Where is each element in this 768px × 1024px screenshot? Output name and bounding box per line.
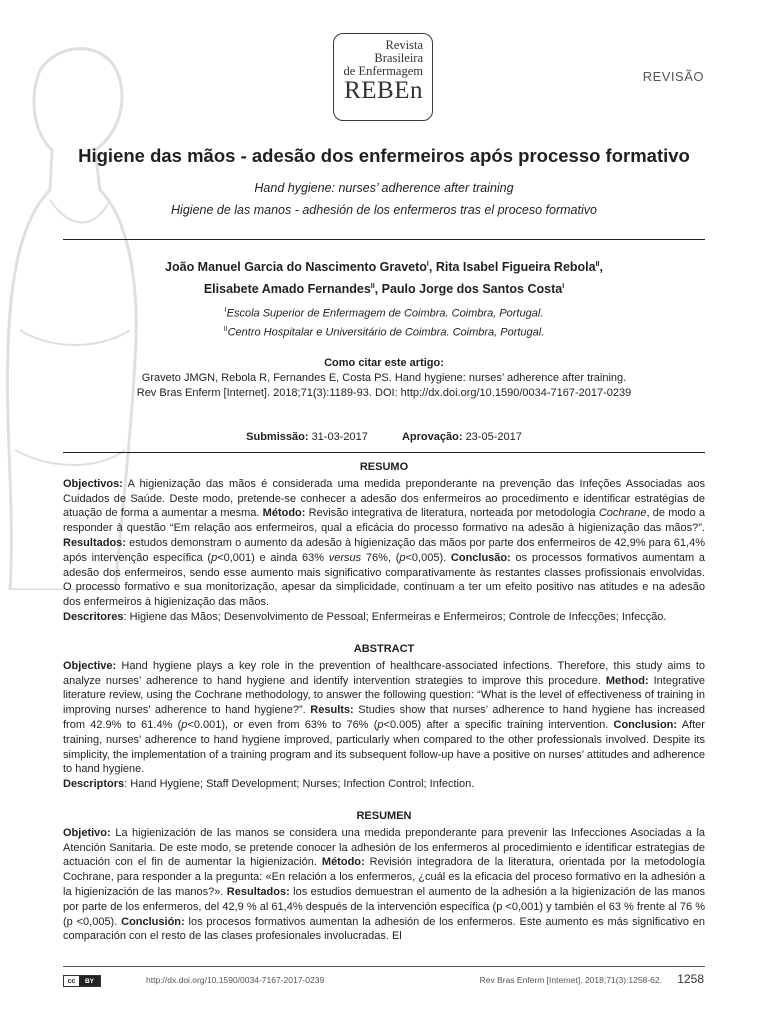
footer-divider [63, 966, 705, 967]
affiliation-2-mark: II [223, 325, 228, 333]
resumo-res-text4: <0,005). [405, 551, 447, 564]
approval-date: 23-05-2017 [465, 431, 522, 443]
dates [0, 431, 768, 443]
subtitle-en: Hand hygiene: nurses’ adherence after training [254, 181, 514, 195]
resumen-section [63, 809, 705, 944]
footer-doi-link[interactable]: http://dx.doi.org/10.1590/0034-7167-2017-0239 [146, 975, 325, 985]
resumen-res-label: Resultados: [226, 885, 290, 898]
affiliation-1-mark: I [224, 307, 227, 314]
resumo-section [63, 460, 705, 625]
resumo-heading: RESUMO [359, 461, 409, 473]
resumo-met-cochrane: Cochrane [598, 507, 647, 520]
citation-heading: Como citar este artigo: [324, 357, 444, 369]
resumo-res-text3: 76%, ( [365, 551, 400, 564]
abstract-heading: ABSTRACT [353, 643, 415, 655]
abstract-met-label: Method: [605, 674, 649, 687]
footer-journal-ref: Rev Bras Enferm [Internet]. 2018;71(3):1258-62. [479, 975, 662, 985]
resumo-desc-label: Descritores [63, 610, 124, 623]
affiliation-1-text: Escola Superior de Enfermagem de Coimbra. Coimbra, Portugal. [226, 307, 544, 320]
affiliation-1 [0, 303, 768, 322]
resumo-res-p2: p [399, 551, 406, 564]
logo-line-1: Revista [385, 38, 423, 52]
citation-line-1: Graveto JMGN, Rebola R, Fernandes E, Costa PS. Hand hygiene: nurses’ adherence after training. [141, 372, 627, 384]
resumo-con-label: Conclusão: [450, 551, 511, 564]
abstract-res-p1: p [181, 718, 188, 731]
resumo-obj-text: A higienização das mãos é considerada uma medida preponderante na prevenção das Infeções Associadas aos Cuidados de Saúde. Deste modo, pretende-se conhecer a adesão dos enfermeiros ao procedimento e identificar estratégias de atuação de forma a aumentar a mesma. [63, 477, 705, 520]
resumo-res-p1: p [211, 551, 218, 564]
abstract-con-text: After training, nurses’ adherence to hand hygiene improved, particularly when compared to the other professionals involved. Despite its simplicity, the implementation of a training program and its subsequent follow-up have a positive on nurses’ attitudes and adherence to hand hygiene. [63, 718, 705, 776]
resumo-con-text: os processos formativos aumentam a adesão dos enfermeiros, sendo esse aumento mais significativo comparativamente às restantes classes profissionais envolvidas. O processo formativo e sua monitorização, apesar da simplicidade, continuam a ter um efeito positivo nas atitudes e na adesão dos enfermeiros à higienização das mãos. [63, 551, 706, 609]
abstract-body [63, 659, 705, 777]
page-footer [0, 966, 768, 1006]
resumo-res-text1: estudos demonstram o aumento da adesão à higienização das mãos por parte dos enfermeiros de 42,9% para 61,4% após intervenção específica ( [63, 536, 705, 564]
abstract-res-text1: Studies show that nurses’ adherence to hand hygiene has increased from 42.9% to 61.4% ( [63, 704, 705, 731]
abstract-res-text3: <0.005) after a specific training intervention. [383, 718, 609, 731]
by-icon: BY [79, 976, 100, 986]
resumen-con-label: Conclusión: [121, 915, 185, 928]
section-tag: REVISÃO [642, 69, 704, 84]
abstract-obj-label: Objective: [63, 659, 117, 672]
author-3-affil: II [370, 283, 375, 291]
resumen-met-text: Revisión integradora de la literatura, orientada por la metodología Cochrane, para responder a la pregunta: «En relación a los enfermeros, ¿cuál es la eficacia del proceso formativo en la adhesión a la higienización de las manos?». [63, 856, 705, 898]
affiliation-2 [0, 322, 768, 341]
logo-line-3: de Enfermagem [343, 64, 423, 78]
author-1: João Manuel Garcia do Nascimento Graveto [165, 260, 427, 275]
author-3: Elisabete Amado Fernandes [203, 282, 371, 297]
resumen-obj-label: Objetivo: [63, 826, 111, 839]
resumen-met-label: Método: [321, 856, 365, 869]
affiliation-2-text: Centro Hospitalar e Universitário de Coimbra. Coimbra, Portugal. [227, 326, 545, 339]
resumo-body [63, 477, 705, 610]
resumo-descriptors [63, 610, 705, 625]
resumo-met-label: Método: [262, 507, 306, 520]
author-2-affil: II [595, 261, 600, 268]
resumo-res-versus: versus [328, 551, 362, 564]
journal-logo [333, 33, 433, 121]
authors: João Manuel Garcia do Nascimento Graveto$^I$, Rita Isabel Figueira Rebola$^{II}$, Elisabete Amado Fernandes$^{II}$, Paulo Jorge dos Santos Costa$^I$ [165, 260, 603, 297]
resumo-obj-label: Objectivos: [63, 477, 123, 490]
abstract-met-text: Integrative literature review, using the Cochrane methodology, to answer the following question: “What is the level of effectiveness of training in improving nurses’ adherence to hand hygiene?”. [63, 674, 705, 717]
approval-label: Aprovação: [401, 431, 463, 443]
subtitle-es: Higiene de las manos - adhesión de los enfermeros tras el proceso formativo [171, 203, 597, 217]
citation-line-2[interactable]: Rev Bras Enferm [Internet]. 2018;71(3):1189-93. DOI: http://dx.doi.org/10.1590/0034-7167-2017-0239 [136, 387, 632, 399]
abstract-descriptors [63, 777, 705, 792]
resumen-heading: RESUMEN [356, 810, 412, 822]
citation-box [0, 356, 768, 401]
abstract-desc-text: : Hand Hygiene; Staff Development; Nurses; Infection Control; Infection. [124, 778, 475, 791]
abstract-res-p2: p [377, 718, 384, 731]
abstract-section [63, 642, 705, 792]
article-title: Higiene das mãos - adesão dos enfermeiros após processo formativo [78, 145, 690, 166]
resumo-res-text2: <0,001) e ainda 63% [217, 551, 325, 564]
resumen-body [63, 826, 705, 944]
resumo-met-text2: , de modo a responder à questão “Em relação aos enfermeiros, qual a eficácia do processo formativo na adesão à higienização das mãos?”. [63, 507, 706, 535]
cc-icon: cc [67, 977, 76, 985]
resumen-res-text: los estudios demuestran el aumento de la adhesión a la higienización de las manos por parte de los enfermeros, del 42,9 % al 61,4% después de la intervención específica (p <0,001) y también el 63 % frente al 76 % (p <0,005). [63, 885, 705, 928]
page-number: 1258 [677, 972, 704, 986]
divider-dates [63, 452, 705, 453]
logo-line-2: Brasileira [374, 51, 423, 65]
resumen-con-text: los procesos formativos aumentan la adhesión de los enfermeros. Este aumento es más significativo en comparación con el resto de las clases profesionales involucradas. El [63, 915, 706, 943]
abstract-desc-label: Descriptors [63, 778, 125, 791]
author-1-affil: I [426, 261, 429, 268]
logo-line-4: REBEn [344, 77, 423, 104]
divider-top [63, 239, 705, 240]
abstract-res-text2: <0.001), or even from 63% to 76% ( [187, 718, 378, 731]
author-4: Paulo Jorge dos Santos Costa [381, 282, 563, 297]
abstract-res-label: Results: [310, 704, 354, 717]
resumo-res-label: Resultados: [63, 536, 126, 549]
resumo-desc-text: : Higiene das Mãos; Desenvolvimento de Pessoal; Enfermeiras e Enfermeiros; Controle de Infecções; Infecção. [123, 610, 667, 623]
cc-by-license-badge[interactable] [63, 975, 101, 987]
abstract-con-label: Conclusion: [613, 718, 678, 731]
abstract-obj-text: Hand hygiene plays a key role in the prevention of healthcare-associated infections. Therefore, this study aims to analyze nurses’ adherence to hand hygiene and identify intervention strategies to improve this procedure. [63, 659, 705, 687]
author-4-affil: I [562, 283, 565, 291]
resumen-obj-text: La higienización de las manos se considera una medida preponderante para prevenir las Infecciones Asociadas a la Atención Sanitaria. De este modo, se pretende conocer la adhesión de los enfermeros al procedimiento e identificar estrategias de actuación con el fin de aumentar la higienización. [63, 826, 706, 869]
resumo-met-text1: Revisão integrativa de literatura, norteada por metodologia [308, 507, 596, 520]
submission-date: 31-03-2017 [311, 431, 368, 443]
submission-label: Submissão: [246, 431, 309, 443]
author-2: Rita Isabel Figueira Rebola [435, 260, 596, 275]
affiliations [0, 303, 768, 340]
